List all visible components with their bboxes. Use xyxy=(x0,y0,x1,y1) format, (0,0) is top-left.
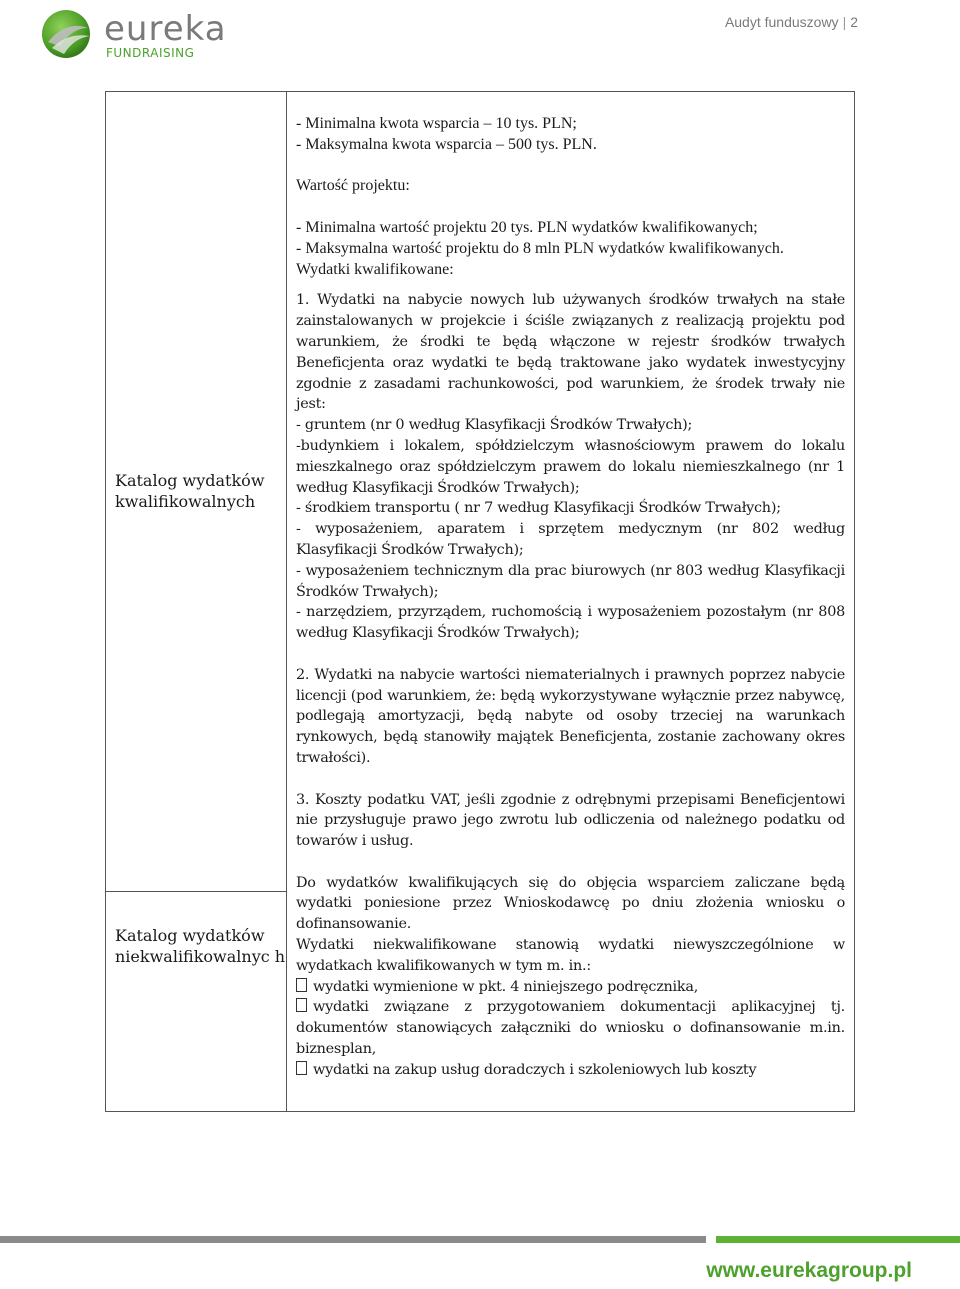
table-row-eligible xyxy=(106,92,855,892)
footer-bar-green xyxy=(716,1236,960,1243)
funding-block xyxy=(296,114,845,280)
ineligible-item: wydatki na zakup usług doradczych i szkoleniowych lub koszty xyxy=(296,1060,845,1081)
funding-line: - Maksymalna kwota wsparcia – 500 tys. PLN. xyxy=(296,135,597,153)
header-separator: | xyxy=(842,14,847,30)
content-cell xyxy=(287,92,855,1112)
funding-line: - Minimalna kwota wsparcia – 10 tys. PLN; xyxy=(296,115,577,132)
footer-bar-grey xyxy=(0,1236,706,1243)
item-1-entry: - środkiem transportu ( nr 7 według Klasyfikacji Środków Trwałych); xyxy=(296,500,781,517)
eligible-items xyxy=(296,290,845,1080)
item-2: 2. Wydatki na nabycie wartości niematerialnych i prawnych poprzez nabycie licencji (pod warunkiem, że: będą wykorzystywane wyłącznie przez nabywcę, podlegają amortyzacji, będą nabyte od osoby trzeciej na warunkach rynkowych, będą stanowiły majątek Beneficjenta, zostanie zachowany okres trwałości). xyxy=(296,666,845,766)
label-eligible: Katalog wydatków kwalifikowalnych xyxy=(106,92,287,892)
expenses-table xyxy=(105,91,855,1112)
ineligible-intro: Wydatki niekwalifikowane stanowią wydatki niewyszczególnione w wydatkach kwalifikowanych w tym m. in.: xyxy=(296,937,845,974)
footer-url: www.eurekagroup.pl xyxy=(706,1259,912,1282)
project-value-line: - Maksymalna wartość projektu do 8 mln PLN wydatków kwalifikowanych. xyxy=(296,239,784,257)
project-value-heading: Wartość projektu: xyxy=(296,177,410,195)
page-header xyxy=(725,14,858,30)
label-ineligible: Katalog wydatków niekwalifikowalnyc h xyxy=(106,892,287,1112)
ineligible-item: wydatki związane z przygotowaniem dokumentacji aplikacyjnej tj. dokumentów stanowiących załączniki do wniosku o dofinansowanie m.in. biznesplan, xyxy=(296,999,845,1058)
eligible-note: Do wydatków kwalifikujących się do objęcia wsparciem zaliczane będą wydatki poniesione przez Wnioskodawcę po dniu złożenia wniosku o dofinansowanie. xyxy=(296,874,845,933)
ineligible-item: wydatki wymienione w pkt. 4 niniejszego podręcznika, xyxy=(296,977,845,998)
bullet-box-icon xyxy=(296,998,307,1012)
page-number: 2 xyxy=(850,14,858,30)
logo-wordmark: eureka xyxy=(104,9,227,49)
item-1-entry: -budynkiem i lokalem, spółdzielczym własnościowym prawem do lokalu mieszkalnego oraz spółdzielczym prawem do lokalu niemieszkalnego (nr 1 według Klasyfikacji Środków Trwałych); xyxy=(296,437,845,496)
eligible-heading: Wydatki kwalifikowane: xyxy=(296,260,454,278)
item-3: 3. Koszty podatku VAT, jeśli zgodnie z odrębnymi przepisami Beneficjentowi nie przysługuje prawo jego zwrotu lub odliczenia od należnego podatku od towarów i usług. xyxy=(296,791,845,850)
logo-tagline: FUNDRAISING xyxy=(106,46,195,60)
eureka-logo xyxy=(38,6,268,64)
item-1-entry: - wyposażeniem, aparatem i sprzętem medycznym (nr 802 według Klasyfikacji Środków Trwałych); xyxy=(296,521,845,558)
item-1: 1. Wydatki na nabycie nowych lub używanych środków trwałych na stałe zainstalowanych w projekcie i ściśle związanych z realizacją projektu pod warunkiem, że środki te będą włączone w rejestr środków trwałych Beneficjenta oraz wydatki te będą traktowane jako wydatek inwestycyjny zgodnie z zasadami rachunkowości, pod warunkiem, że środek trwały nie jest: xyxy=(296,292,845,413)
project-value-line: - Minimalna wartość projektu 20 tys. PLN wydatków kwalifikowanych; xyxy=(296,218,758,236)
bullet-box-icon xyxy=(296,978,307,992)
item-1-entry: - wyposażeniem technicznym dla prac biurowych (nr 803 według Klasyfikacji Środków Trwałych); xyxy=(296,562,845,600)
item-1-entry: - narzędziem, przyrządem, ruchomością i wyposażeniem pozostałym (nr 808 według Klasyfikacji Środków Trwałych); xyxy=(296,604,845,642)
header-title: Audyt funduszowy xyxy=(724,14,839,30)
item-1-entry: - gruntem (nr 0 według Klasyfikacji Środków Trwałych); xyxy=(296,417,693,434)
bullet-box-icon xyxy=(296,1061,307,1075)
